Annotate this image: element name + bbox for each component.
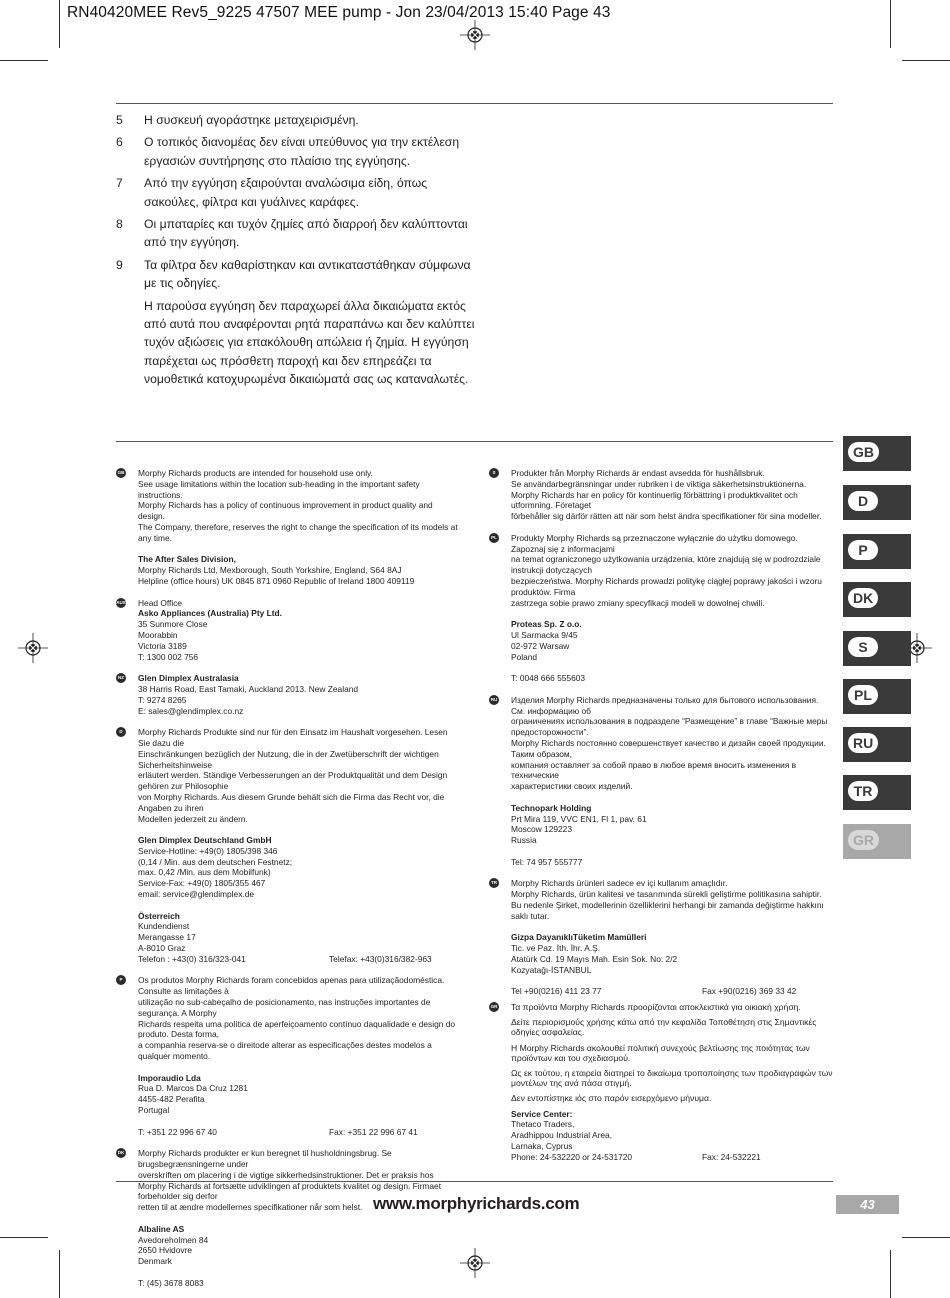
p-badge-icon: P: [116, 975, 126, 985]
gb-badge-icon: GB: [116, 468, 126, 478]
crop-mark-top-left: [59, 0, 60, 48]
website-url[interactable]: www.morphyrichards.com: [373, 1194, 580, 1213]
crop-mark-bottom-right-h: [902, 1237, 950, 1238]
warranty-paragraph: Η παρούσα εγγύηση δεν παραχωρεί άλλα δικαιώματα εκτός από αυτά που αναφέρονται ρητά παραπάνω και δεν καλύπτει τυχόν αξιώσεις για επακόλουθη απώλεια ή ζημία. Η εγγύηση παρέχεται ως πρόσθετη παροχή και δεν επηρεάζει τα νομοθετικά κατοχυρωμένα δικαιώματά σας ως καταναλωτές.: [144, 298, 475, 387]
contact-block-p: P Os produtos Morphy Richards foram concebidos apenas para utilizaçãodoméstica. Consulte as limitações à utilização no sub-cabeçalho de posicionamento, nas instruções importantes de segurança. A Morphy Richards respeita uma política de aperfeiçoamento contínuo daqualidade e design do produto. Desta forma, a companhia reserva-se o direitode alterar as especificações destes modelos a qualquer momento. Imporaudio Lda Rua D. Marcos Da Cruz 1281 4455-482 Perafita Portugal T: +351 22 996 67 40 Fax: +351 22 996 67 41: [116, 975, 461, 1137]
gr-badge-icon: GR: [489, 1002, 499, 1012]
crop-mark-bottom-left-h: [0, 1237, 48, 1238]
tab-d[interactable]: D: [843, 485, 911, 520]
dk-badge-icon: DK: [116, 1148, 126, 1158]
tab-gr[interactable]: GR: [843, 824, 911, 859]
tab-s[interactable]: S: [843, 631, 911, 666]
pl-badge-icon: PL: [489, 533, 499, 543]
contact-block-gb: GB Morphy Richards products are intended for household use only. See usage limitations within the location sub-heading in the important safety instructions. Morphy Richards has a policy of continuous improvement in product quality and design. The Company, therefore, reserves the right to change the specification of its models at any time. The After Sales Division, Morphy Richards Ltd, Mexborough, South Yorkshire, England, S64 8AJ Helpline (office hours) UK 0845 871 0960 Republic of Ireland 1800 409119: [117, 468, 458, 586]
crop-mark-top-left-h: [0, 60, 48, 61]
list-item: 5 Η συσκευή αγοράστηκε μεταχειρισμένη.: [116, 113, 359, 127]
contact-block-nz: NZ Glen Dimplex Australasia 38 Harris Road, East Tamaki, Auckland 2013. New Zealand T: 9274 8265 E: sales@glendimplex.co.nz: [118, 673, 359, 716]
tr-badge-icon: TR: [489, 878, 499, 888]
contact-block-gr: GR Τα προϊόντα Morphy Richards προορίζονται αποκλειστικά για οικιακή χρήση. Δείτε περιορισμούς χρήσης κάτω από την κεφαλίδα Τοποθέτηση στις Σημαντικές οδηγίες ασφαλείας. Η Morphy Richards ακολουθεί πολιτική συνεχούς βελτίωσης της ποιότητας των προϊόντων και του σχεδιασμού. Ως εκ τούτου, η εταιρεία διατηρεί το δικαίωμα τροποποίησης των προδιαγραφών των μοντέλων της ανά πάσα στιγμή. Δεν εντοπίστηκε ιός στο παρόν εισερχόμενο μήνυμα.: [490, 1002, 833, 1104]
tab-ru[interactable]: RU: [843, 727, 911, 762]
list-item: 6 Ο τοπικός διανομέας δεν είναι υπεύθυνος για την εκτέλεση εργασιών συντήρησης στο πλαίσιο της εγγύησης.: [116, 135, 460, 168]
tab-p[interactable]: P: [843, 534, 911, 569]
contacts-right-column: [489, 468, 834, 1163]
tab-pl[interactable]: PL: [843, 679, 911, 714]
top-rule: [116, 103, 833, 104]
crop-mark-top-right: [890, 0, 891, 48]
print-slug: RN40420MEE Rev5_9225 47507 MEE pump - Jon 23/04/2013 15:40 Page 43: [67, 4, 611, 21]
list-item: 7 Από την εγγύηση εξαιρούνται αναλώσιμα είδη, όπως σακούλες, φίλτρα και γυάλινες καράφες.: [116, 176, 428, 209]
tab-dk[interactable]: DK: [843, 582, 911, 617]
contact-block-gr-address: Service Center: Thetaco Traders, Aradhippou Industrial Area, Larnaka, Cyprus Phone: 24-532220 or 24-531720 Fax: 24-532221: [511, 1108, 761, 1162]
page-number: 43: [836, 1195, 899, 1214]
contact-block-tr: TR Morphy Richards ürünleri sadece ev içi kullanım amaçlıdır. Morphy Richards, ürün kalitesi ve tasarımında sürekli geliştirme politikasına sahiptir. Bu nedenle Şirket, modellerinin özelliklerini herhangi bir zamanda değiştirme hakkını saklı tutar. Gizpa DayanıklıTüketim Mamülleri Tic. ve Paz. İth. İhr. A.Ş. Atatürk Cd. 19 Mayıs Mah. Esin Sok. No: 2/2 Kozyatağı-İSTANBUL Tel +90(0216) 411 23 77 Fax +90(0216) 369 33 42: [491, 878, 824, 997]
contact-block-aus: AUS Head Office Asko Appliances (Australia) Pty Ltd. 35 Sunmore Close Moorabbin Victoria 3189 T: 1300 002 756: [116, 597, 282, 662]
contact-block-d: D Morphy Richards Produkte sind nur für den Einsatz im Haushalt vorgesehen. Lesen Sie dazu die Einschränkungen bezüglich der Nutzung, die in der Zwetüberschrift der wichtigen Sicherheitshinweise erläutert werden. Ständige Verbesserungen an der Produktqualität und dem Design gehören zur Philosophie von Morphy Richards. Aus diesem Grunde behält sich die Firma das Recht vor, die Angaben zu ihren Modellen jederzeit zu ändern. Glen Dimplex Deutschland GmbH Service-Hotline: +49(0) 1805/398 346 (0,14 / Min. aus dem deutschen Festnetz; max. 0,42 /Min. aus dem Mobilfunk) Service-Fax: +49(0) 1805/355 467 email: service@glendimplex.de Österreich Kundendienst Merangasse 17 A-8010 Graz Telefon : +43(0) 316/323-041 Telefax: +43(0)316/382-963: [116, 727, 461, 965]
contact-block-s: S Produkter från Morphy Richards är endast avsedda för hushållsbruk. Se användarbegränsningar under rubriken i de viktiga säkerhetsinstruktionerna. Morphy Richards har en policy för kontinuerlig förbättring i produktkvalitet och utformning. Företaget förbehåller sig därför rätten att när som helst ändra specifikationer för sina modeller.: [489, 468, 834, 522]
list-item: 9 Τα φίλτρα δεν καθαρίστηκαν και αντικαταστάθηκαν σύμφωνα με τις οδηγίες.: [116, 257, 471, 291]
aus-badge-icon: AUS: [116, 598, 126, 608]
d-badge-icon: D: [116, 727, 126, 737]
tab-gb[interactable]: GB: [843, 436, 911, 471]
registration-mark-bottom: [460, 1248, 490, 1278]
contact-block-ru: RU Изделия Morphy Richards предназначены только для бытового использования. См. информацию об ограничениях использования в подразделе “Размещение” в главе “Важные меры предосторожности”. Morphy Richards постоянно совершенствует качество и дизайн своей продукции. Таким образом, компания оставляет за собой право в любое время вносить изменения в технические характеристики своих изделий. Technopark Holding Prt Mira 119, VVC EN1, Fl 1, pav. 61 Moscow 129223 Russia Tel: 74 957 555777: [490, 694, 828, 867]
crop-mark-bottom-left: [59, 1250, 60, 1298]
list-item: 8 Οι μπαταρίες και τυχόν ζημίες από διαρροή δεν καλύπτονται από την εγγύηση.: [116, 217, 468, 250]
registration-mark-top: [460, 20, 490, 50]
crop-mark-bottom-right: [890, 1250, 891, 1298]
nz-badge-icon: NZ: [116, 673, 126, 683]
contacts-left-column: [116, 468, 461, 1289]
crop-mark-top-right-h: [902, 60, 950, 61]
registration-mark-left: [18, 633, 48, 663]
ru-badge-icon: RU: [489, 695, 499, 705]
contact-block-dk: DK Morphy Richards produkter er kun beregnet til husholdningsbrug. Se brugsbegrænsningerne under overskriften om placering i de vigtige sikkerhedsinstruktioner. Det er praksis hos Morphy Richards at fortsætte udviklingen af produktets kvalitet og design. Firmaet forbeholder sig derfor retten til at ændre modellernes specifikationer når som helst. Albaline AS Avedoreholmen 84 2650 Hvidovre Denmark T: (45) 3678 8083: [117, 1148, 442, 1288]
middle-rule: [116, 441, 833, 442]
contact-block-pl: PL Produkty Morphy Richards są przeznaczone wyłącznie do użytku domowego. Zapoznaj się z informacjami na temat ograniczonego użytkowania urządzenia, które znajdują się w podrozdziale instrukcji dotyczących bezpieczeństwa. Morphy Richards prowadzi politykę ciągłej poprawy jakości i wzoru produktów. Firma zastrzega sobie prawo zmiany specyfikacji modeli w dowolnej chwili. Proteas Sp. Z o.o. Ul Sarmacka 9/45 02-972 Warsaw Poland T: 0048 666 555603: [489, 533, 834, 684]
s-badge-icon: S: [489, 468, 499, 478]
greek-warranty-list: [116, 111, 476, 389]
tab-tr[interactable]: TR: [843, 775, 911, 810]
